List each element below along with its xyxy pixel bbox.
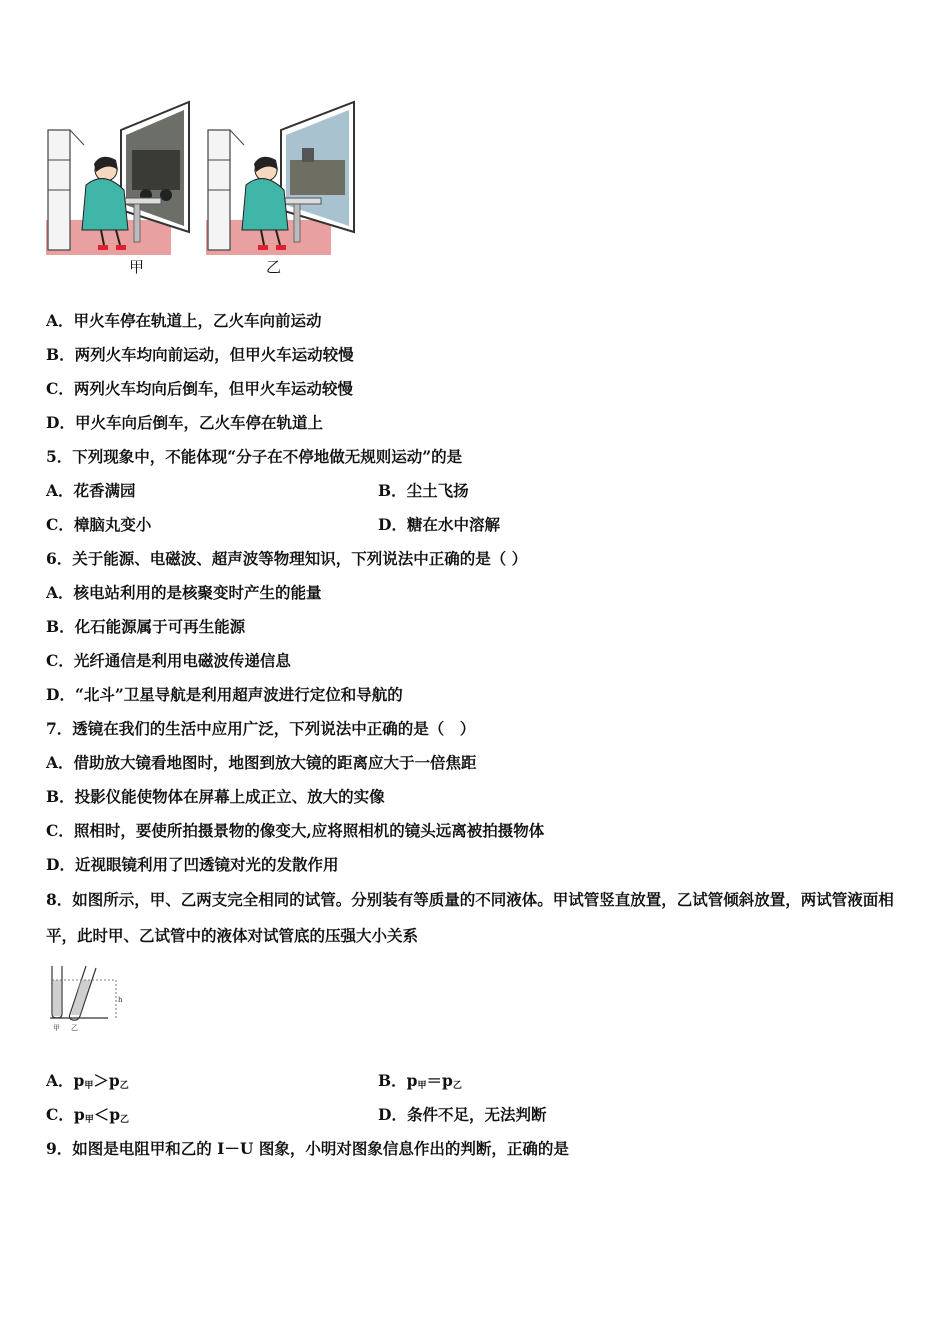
- q6-option-c: C．光纤通信是利用电磁波传递信息: [46, 651, 291, 670]
- q4-option-c: C．两列火车均向后倒车，但甲火车运动较慢: [46, 379, 353, 398]
- q7-option-a: A．借助放大镜看地图时，地图到放大镜的距离应大于一倍焦距: [46, 753, 477, 772]
- fig-label-right: 乙: [71, 1024, 78, 1032]
- q8-option-c-sub1: 甲: [84, 1115, 94, 1125]
- q8-option-c-prefix: C．p: [46, 1105, 85, 1124]
- q8-option-d: D．条件不足，无法判断: [378, 1105, 547, 1124]
- q4-option-b: B．两列火车均向前运动，但甲火车运动较慢: [46, 345, 354, 364]
- q8-option-b-sub2: 乙: [452, 1081, 462, 1091]
- q7-option-b: B．投影仪能使物体在屏幕上成正立、放大的实像: [46, 787, 385, 806]
- q6-option-b: B．化石能源属于可再生能源: [46, 617, 246, 636]
- q6-option-a: A．核电站利用的是核聚变时产生的能量: [46, 583, 322, 602]
- q8-stem: 8．如图所示，甲、乙两支完全相同的试管。分别装有等质量的不同液体。甲试管竖直放置，乙试管倾斜放置，两试管液面相平，此时甲、乙试管中的液体对试管底的压强大小关系: [46, 890, 894, 945]
- q7-option-c: C．照相时，要使所拍摄景物的像变大,应将照相机的镜头远离被拍摄物体: [46, 821, 545, 840]
- q8-option-a-prefix: A．p: [46, 1071, 85, 1090]
- q8-option-c-sub2: 乙: [120, 1115, 130, 1125]
- q5-option-a: A．花香满园: [46, 481, 136, 500]
- fig-label-left: 甲: [53, 1024, 60, 1032]
- train-window-figure: [46, 100, 356, 260]
- q8-option-c: [46, 1105, 129, 1130]
- fig-label-h: h: [118, 996, 123, 1004]
- q7-stem: 7．透镜在我们的生活中应用广泛，下列说法中正确的是（ ）: [46, 719, 476, 738]
- q4-option-a: A．甲火车停在轨道上，乙火车向前运动: [46, 311, 322, 330]
- q8-option-b: [378, 1071, 462, 1096]
- q5-option-c: C．樟脑丸变小: [46, 515, 152, 534]
- test-tube-diagram: [46, 962, 126, 1034]
- q5-option-b: B．尘土飞扬: [378, 481, 469, 500]
- q6-stem: 6．关于能源、电磁波、超声波等物理知识，下列说法中正确的是（ ）: [46, 549, 528, 568]
- q8-option-c-rel: ＜p: [93, 1105, 121, 1124]
- q6-option-d: D．“北斗”卫星导航是利用超声波进行定位和导航的: [46, 685, 403, 704]
- q8-option-b-rel: ＝p: [426, 1071, 453, 1090]
- q5-stem: 5．下列现象中，不能体现“分子在不停地做无规则运动”的是: [46, 447, 463, 466]
- q5-option-d: D．糖在水中溶解: [378, 515, 500, 534]
- q8-option-a: [46, 1071, 129, 1096]
- test-tube-figure: [46, 962, 126, 1034]
- q9-stem: 9．如图是电阻甲和乙的 I－U 图象，小明对图象信息作出的判断，正确的是: [46, 1139, 569, 1158]
- q4-option-d: D．甲火车向后倒车，乙火车停在轨道上: [46, 413, 323, 432]
- q8-option-b-sub1: 甲: [417, 1081, 427, 1091]
- q8-option-a-rel: ＞p: [93, 1071, 120, 1090]
- figure-caption-right: 乙: [266, 258, 282, 276]
- q8-option-a-sub2: 乙: [119, 1081, 129, 1091]
- q8-option-a-sub1: 甲: [84, 1081, 94, 1091]
- q8-option-b-prefix: B．p: [378, 1071, 418, 1090]
- train-window-illustration: [46, 100, 356, 260]
- q7-option-d: D．近视眼镜利用了凹透镜对光的发散作用: [46, 855, 339, 874]
- figure-caption-left: 甲: [129, 258, 145, 276]
